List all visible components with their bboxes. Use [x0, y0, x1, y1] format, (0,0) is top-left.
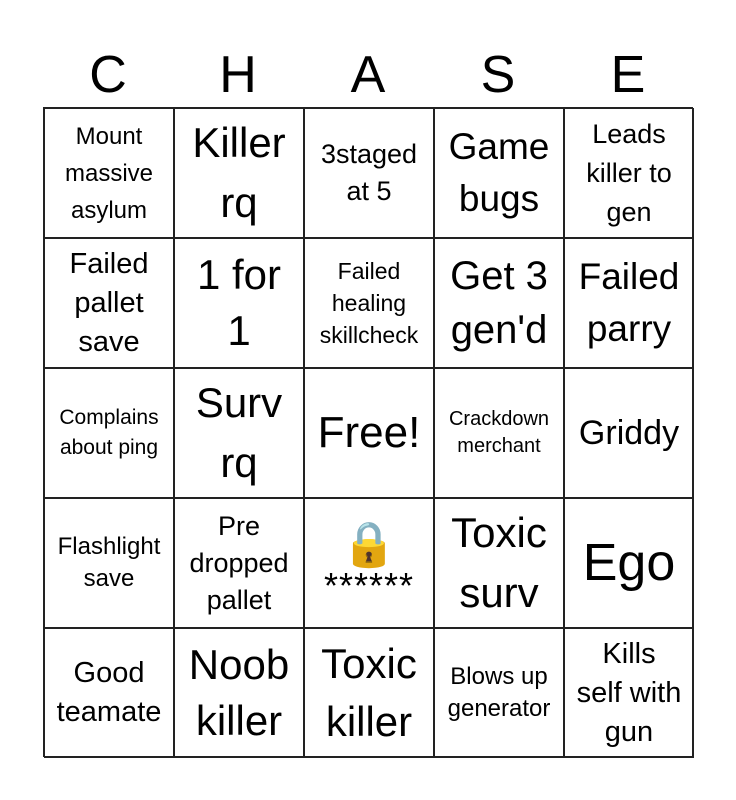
bingo-cell[interactable]: Leads killer to gen — [564, 108, 694, 238]
bingo-cell[interactable]: Toxic killer — [304, 628, 434, 758]
bingo-cell[interactable]: Ego — [564, 498, 694, 628]
bingo-grid — [43, 107, 693, 757]
header-letter-e: E — [610, 46, 646, 104]
header-letter-h: H — [219, 46, 257, 104]
bingo-cell[interactable]: Noob killer — [174, 628, 304, 758]
header-letter-s: S — [480, 46, 516, 104]
bingo-cell free-space[interactable]: Free! — [304, 368, 434, 498]
bingo-cell[interactable]: Get 3 gen'd — [434, 238, 564, 368]
bingo-cell[interactable]: Good teamate — [44, 628, 174, 758]
bingo-cell[interactable]: 3staged at 5 — [304, 108, 434, 238]
locked-cell-content: 🔒 ****** — [323, 520, 415, 606]
bingo-cell[interactable]: Mount massive asylum — [44, 108, 174, 238]
lock-icon: 🔒 — [341, 520, 397, 569]
bingo-cell[interactable]: Kills self with gun — [564, 628, 694, 758]
bingo-cell[interactable]: Pre dropped pallet — [174, 498, 304, 628]
bingo-cell[interactable]: Surv rq — [174, 368, 304, 498]
header-letter-a: A — [350, 46, 386, 104]
bingo-cell[interactable]: Flashlight save — [44, 498, 174, 628]
bingo-cell[interactable]: Crackdown merchant — [434, 368, 564, 498]
bingo-cell[interactable]: Complains about ping — [44, 368, 174, 498]
bingo-cell[interactable] — [304, 498, 434, 628]
bingo-cell[interactable]: Blows up generator — [434, 628, 564, 758]
bingo-cell[interactable]: Game bugs — [434, 108, 564, 238]
bingo-cell[interactable]: Failed pallet save — [44, 238, 174, 368]
bingo-cell[interactable]: 1 for 1 — [174, 238, 304, 368]
bingo-cell[interactable]: Griddy — [564, 368, 694, 498]
bingo-cell[interactable]: Toxic surv — [434, 498, 564, 628]
header-letter-c: C — [89, 46, 127, 104]
bingo-cell[interactable]: Failed healing skillcheck — [304, 238, 434, 368]
bingo-header — [43, 42, 693, 108]
bingo-cell[interactable]: Killer rq — [174, 108, 304, 238]
bingo-cell[interactable]: Failed parry — [564, 238, 694, 368]
